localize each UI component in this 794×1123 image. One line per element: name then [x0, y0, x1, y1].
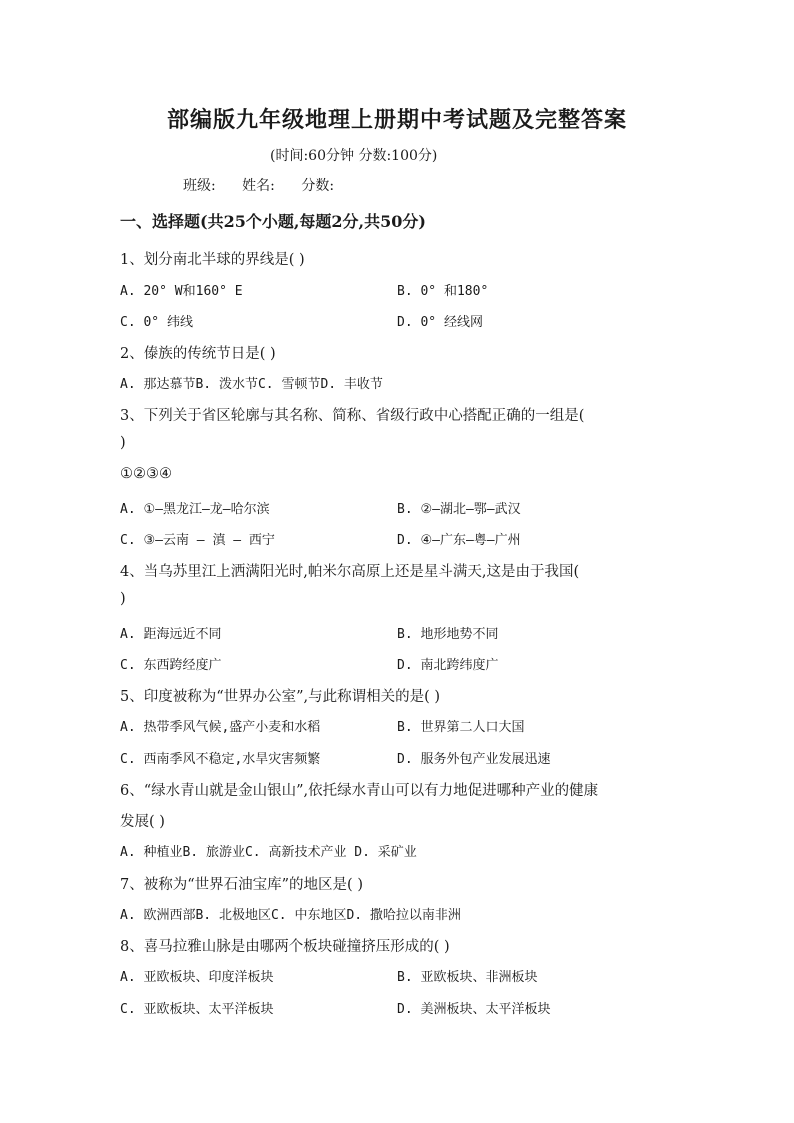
- question-3-stem: 3、下列关于省区轮廓与其名称、简称、省级行政中心搭配正确的一组是(: [120, 408, 585, 424]
- question-2-options: A. 那达慕节B. 泼水节C. 雪顿节D. 丰收节: [120, 377, 383, 392]
- section-title: 一、选择题(共25个小题,每题2分,共50分): [120, 212, 426, 231]
- question-4-option-b: B. 地形地势不同: [397, 627, 499, 642]
- question-2-stem: 2、傣族的传统节日是( ): [120, 346, 276, 362]
- question-4-option-d: D. 南北跨纬度广: [397, 658, 499, 673]
- question-8-option-c: C. 亚欧板块、太平洋板块: [120, 1002, 274, 1017]
- question-4-stem: 4、当乌苏里江上洒满阳光时,帕米尔高原上还是星斗满天,这是由于我国(: [120, 564, 580, 580]
- question-3-option-a: A. ①—黑龙江—龙—哈尔滨: [120, 502, 270, 517]
- student-info-row: [183, 175, 356, 195]
- question-6-stem-cont: 发展( ): [120, 814, 165, 830]
- question-5-stem: 5、印度被称为“世界办公室”,与此称谓相关的是( ): [120, 689, 441, 705]
- question-7-options: A. 欧洲西部B. 北极地区C. 中东地区D. 撒哈拉以南非洲: [120, 908, 461, 923]
- question-8-option-d: D. 美洲板块、太平洋板块: [397, 1002, 551, 1017]
- question-5-option-c: C. 西南季风不稳定,水旱灾害频繁: [120, 752, 321, 767]
- class-label: 班级:: [183, 178, 216, 194]
- question-3-stem-cont: ): [120, 435, 126, 451]
- question-1-option-a: A. 20° W和160° E: [120, 284, 243, 299]
- question-3-option-c: C. ③—云南 — 滇 — 西宁: [120, 533, 275, 548]
- question-6-stem: 6、“绿水青山就是金山银山”,依托绿水青山可以有力地促进哪种产业的健康: [120, 783, 599, 799]
- question-6-options: A. 种植业B. 旅游业C. 高新技术产业 D. 采矿业: [120, 845, 417, 860]
- question-5-option-b: B. 世界第二人口大国: [397, 720, 525, 735]
- score-label: 分数:: [301, 178, 335, 194]
- question-3-option-d: D. ④—广东—粤—广州: [397, 533, 521, 548]
- question-4-option-a: A. 距海远近不同: [120, 627, 222, 642]
- question-4-option-c: C. 东西跨经度广: [120, 658, 222, 673]
- question-4-stem-cont: ): [120, 591, 126, 607]
- question-3-figure-labels: ①②③④: [120, 466, 172, 482]
- exam-title: 部编版九年级地理上册期中考试题及完整答案: [166, 107, 627, 133]
- question-5-option-a: A. 热带季风气候,盛产小麦和水稻: [120, 720, 321, 735]
- question-8-option-b: B. 亚欧板块、非洲板块: [397, 970, 538, 985]
- question-8-option-a: A. 亚欧板块、印度洋板块: [120, 970, 274, 985]
- question-1-stem: 1、划分南北半球的界线是( ): [120, 252, 305, 268]
- question-7-stem: 7、被称为“世界石油宝库”的地区是( ): [120, 877, 363, 893]
- question-8-stem: 8、喜马拉雅山脉是由哪两个板块碰撞挤压形成的( ): [120, 939, 450, 955]
- exam-time-score: (时间:60分钟 分数:100分): [270, 148, 438, 164]
- question-3-option-b: B. ②—湖北—鄂—武汉: [397, 502, 521, 517]
- question-1-option-c: C. 0° 纬线: [120, 315, 193, 330]
- question-1-option-d: D. 0° 经线网: [397, 315, 483, 330]
- question-5-option-d: D. 服务外包产业发展迅速: [397, 752, 551, 767]
- question-1-option-b: B. 0° 和180°: [397, 284, 489, 299]
- name-label: 姓名:: [242, 178, 275, 194]
